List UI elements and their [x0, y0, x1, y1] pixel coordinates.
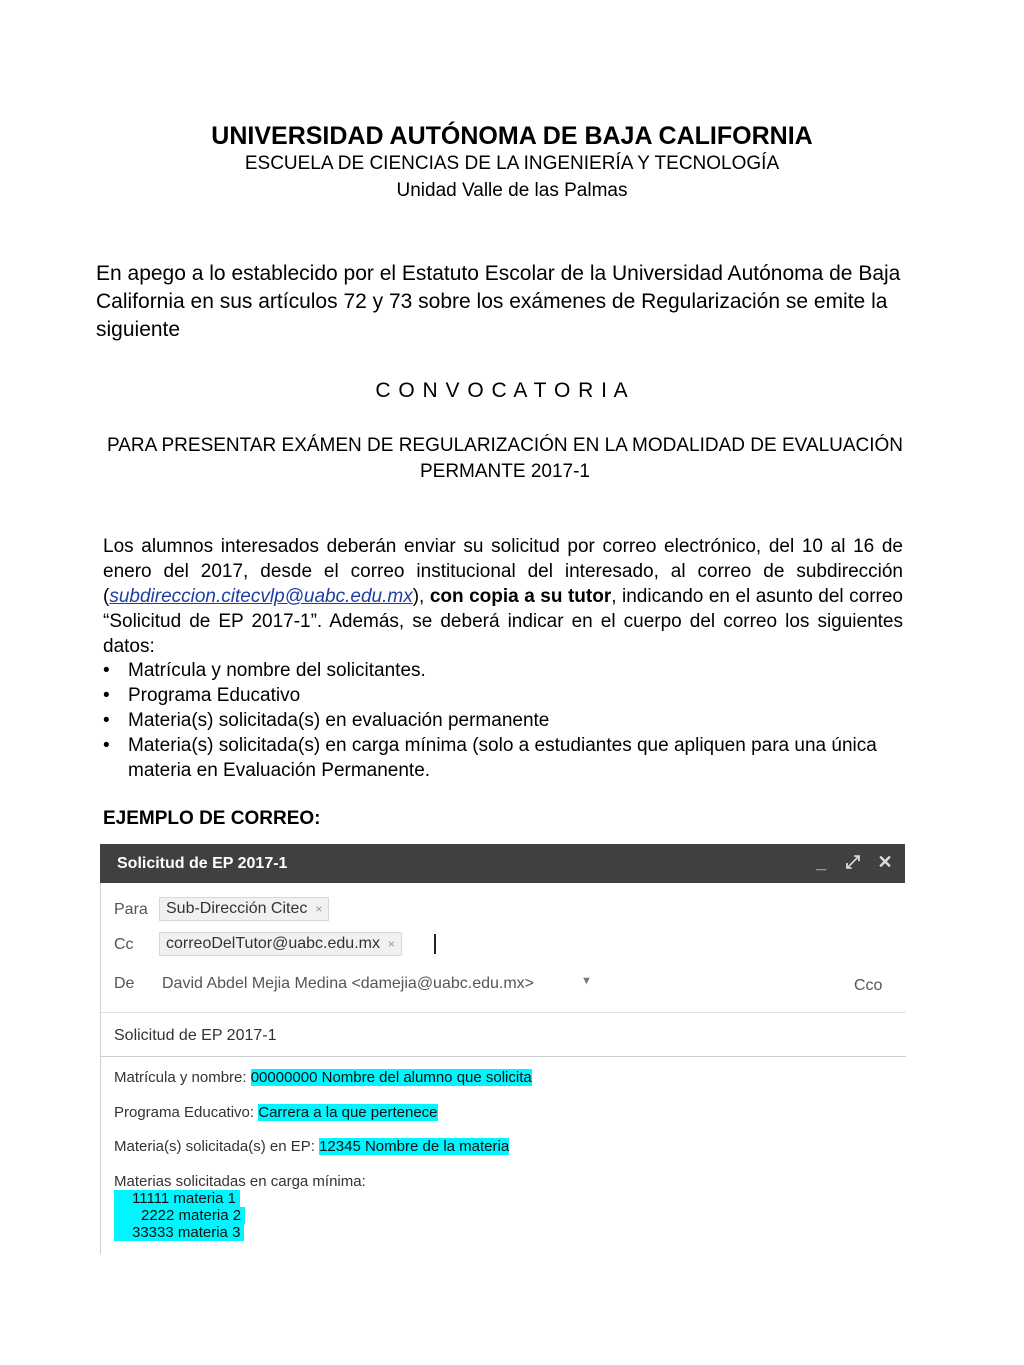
subdireccion-email-link[interactable]: subdireccion.citecvlp@uabc.edu.mx — [109, 586, 413, 607]
email-window-title: Solicitud de EP 2017-1 — [117, 854, 288, 872]
window-controls — [811, 852, 895, 873]
from-value: David Abdel Mejia Medina <damejia@uabc.edu.mx> — [162, 975, 535, 992]
to-row — [101, 897, 906, 927]
chevron-down-icon[interactable]: ▼ — [581, 975, 592, 987]
unit-subtitle: Unidad Valle de las Palmas — [396, 180, 628, 201]
materia-label: Materia(s) solicitada(s) en EP: — [114, 1138, 315, 1155]
from-row[interactable] — [101, 971, 906, 1001]
carga-item: 11111 materia 1 — [114, 1190, 240, 1207]
cc-row — [101, 932, 906, 962]
bullet-icon: • — [103, 685, 110, 706]
list-item — [103, 683, 903, 708]
instructions-text-1: Los alumnos interesados deberán enviar su solicitud por correo electrónico, del 10 al 16 de enero del 2017, desde el correo institucional del interesado, al correo de subdirección ( — [103, 536, 903, 607]
from-label: De — [114, 975, 135, 992]
university-title: UNIVERSIDAD AUTÓNOMA DE BAJA CALIFORNIA — [211, 122, 813, 150]
carga-label: Materias solicitadas en carga mínima: — [114, 1173, 366, 1190]
programa-label: Programa Educativo: — [114, 1104, 255, 1121]
bullet-icon: • — [103, 660, 110, 681]
instructions-bold: con copia a su tutor — [429, 586, 612, 607]
subject-row[interactable] — [101, 1023, 906, 1053]
carga-item: 2222 materia 2 — [114, 1207, 245, 1224]
minimize-icon[interactable]: _ — [815, 852, 826, 872]
bcc-link[interactable]: Cco — [854, 977, 883, 994]
materia-value: 12345 Nombre de la materia — [319, 1138, 510, 1155]
school-subtitle: ESCUELA DE CIENCIAS DE LA INGENIERÍA Y TECNOLOGÍA — [244, 153, 780, 174]
list-item — [103, 733, 903, 783]
matricula-label: Matrícula y nombre: — [114, 1069, 247, 1086]
bullet-icon: • — [103, 735, 110, 756]
email-body — [100, 883, 905, 1254]
materia-line — [114, 1138, 509, 1155]
to-recipient: Sub-Dirección Citec — [166, 900, 308, 917]
close-icon[interactable]: ✕ — [877, 852, 893, 872]
required-data-list — [103, 658, 903, 783]
list-item-text: Materia(s) solicitada(s) en evaluación permanente — [128, 710, 550, 731]
cc-recipient-chip[interactable] — [159, 932, 402, 956]
matricula-line — [114, 1069, 532, 1086]
intro-paragraph: En apego a lo establecido por el Estatuto Escolar de la Universidad Autónoma de Baja California en sus artículos 72 y 73 sobre los exámenes de Regularización se emite la siguiente — [96, 262, 901, 341]
remove-recipient-icon[interactable]: × — [315, 902, 323, 916]
to-recipient-chip[interactable] — [159, 897, 329, 921]
list-item-text: Materia(s) solicitada(s) en carga mínima (solo a estudiantes que apliquen para una única materia en Evaluación Permanente. — [128, 735, 877, 781]
expand-icon[interactable]: ⤢ — [845, 852, 861, 872]
text-cursor — [434, 934, 436, 954]
email-compose-window — [100, 844, 905, 1254]
example-label: EJEMPLO DE CORREO: — [103, 808, 321, 829]
cc-label: Cc — [114, 936, 134, 953]
divider — [101, 1012, 906, 1013]
list-item-text: Matrícula y nombre del solicitantes. — [128, 660, 426, 681]
bullet-icon: • — [103, 710, 110, 731]
carga-items — [114, 1190, 245, 1241]
divider — [101, 1056, 906, 1057]
programa-line — [114, 1104, 438, 1121]
remove-recipient-icon[interactable]: × — [387, 937, 395, 951]
matricula-value: 00000000 Nombre del alumno que solicita — [250, 1069, 532, 1086]
instructions-paragraph — [103, 534, 903, 659]
instructions-text-2: ), — [412, 586, 430, 607]
list-item-text: Programa Educativo — [128, 685, 301, 706]
list-item — [103, 708, 903, 733]
purpose-heading: PARA PRESENTAR EXÁMEN DE REGULARIZACIÓN EN LA MODALIDAD DE EVALUACIÓN PERMANTE 2017-1 — [106, 435, 904, 482]
convocatoria-heading: C O N V O C A T O R I A — [375, 379, 629, 402]
cc-recipient: correoDelTutor@uabc.edu.mx — [166, 935, 380, 952]
instructions-text-3: , indicando en el asunto del correo “Solicitud de EP 2017-1”. Además, se deberá indicar en el cuerpo del correo los siguientes datos: — [103, 586, 903, 657]
email-title-bar — [100, 844, 905, 883]
list-item — [103, 658, 903, 683]
to-label: Para — [114, 901, 148, 918]
subject-text: Solicitud de EP 2017-1 — [114, 1027, 277, 1044]
carga-item: 33333 materia 3 — [114, 1224, 244, 1241]
programa-value: Carrera a la que pertenece — [258, 1104, 438, 1121]
